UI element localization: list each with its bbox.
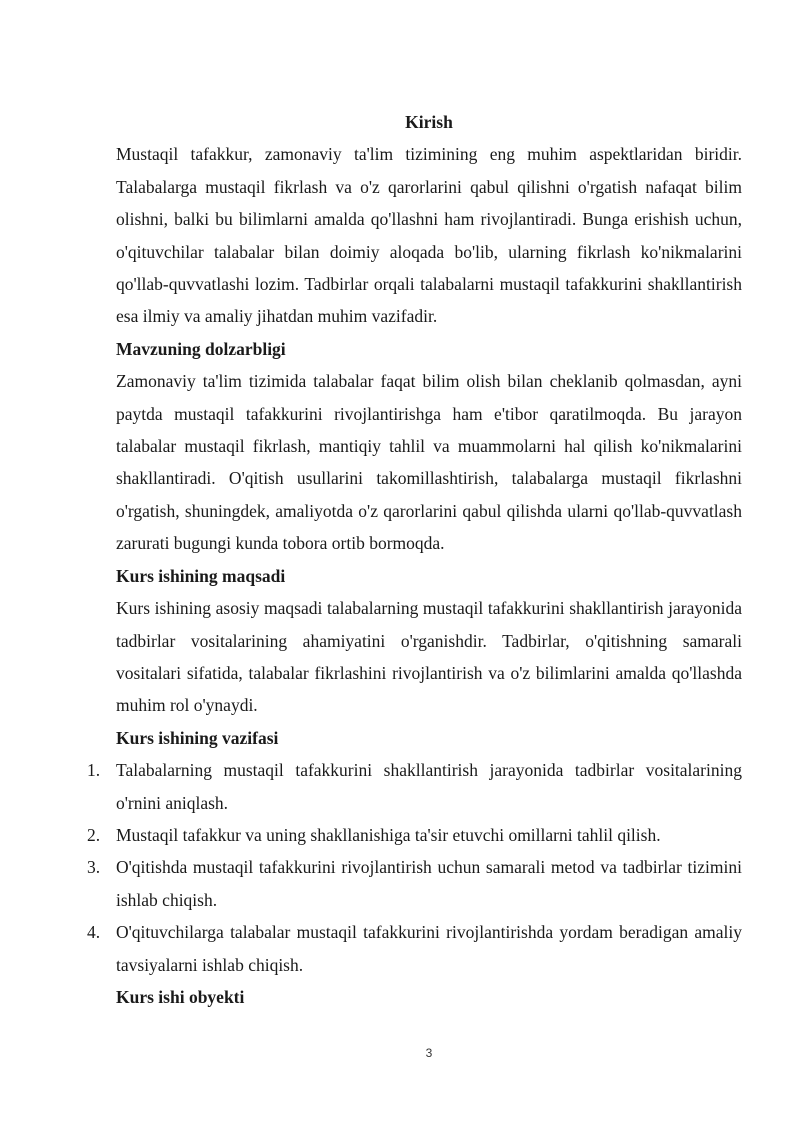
list-item-number: 3.: [87, 857, 101, 878]
list-item: [87, 819, 742, 851]
list-item: [87, 851, 742, 916]
list-item-text: Mustaqil tafakkur va uning shakllanishiga ta'sir etuvchi omillarni tahlil qilish.: [116, 824, 661, 845]
goal-heading: Kurs ishining maqsadi: [116, 565, 286, 586]
relevance-paragraph: Zamonaviy ta'lim tizimida talabalar faqat bilim olish bilan cheklanib qolmasdan, ayni paytda mustaqil tafakkurini rivojlantirishga ham e'tibor qaratilmoqda. Bu jarayon talabalar mustaqil fikrlash, mantiqiy tahlil va muammolarni hal qilish ko'nikmalarini shakllantiradi. O'qitish usullarini takomillashtirish, talabalarga mustaqil fikrlashni o'rgatish, shuningdek, amaliyotda o'z qarorlarini qabul qilishda ularni qo'llab-quvvatlash zarurati bugungi kunda tobora ortib bormoqda.: [116, 371, 742, 554]
list-item: [87, 916, 742, 981]
list-item-text: O'qituvchilarga talabalar mustaqil tafakkurini rivojlantirishda yordam beradigan amaliy tavsiyalarni ishlab chiqish.: [116, 922, 742, 975]
object-heading: Kurs ishi obyekti: [116, 986, 245, 1007]
list-item-number: 4.: [87, 922, 101, 943]
list-item-text: Talabalarning mustaqil tafakkurini shakllantirish jarayonida tadbirlar vositalarining o'rnini aniqlash.: [116, 760, 742, 813]
goal-paragraph: Kurs ishining asosiy maqsadi talabalarning mustaqil tafakkurini shakllantirish jarayonida tadbirlar vositalarining ahamiyatini o'rganishdir. Tadbirlar, o'qitishning samarali vositalari sifatida, talabalar fikrlashini rivojlantirish va o'z bilimlarini amalda qo'llashda muhim rol o'ynaydi.: [116, 598, 742, 716]
intro-paragraph: Mustaqil tafakkur, zamonaviy ta'lim tizimining eng muhim aspektlaridan biridir. Talabalarga mustaqil fikrlash va o'z qarorlarini qabul qilishni o'rgatish nafaqat bilim olishni, balki bu bilimlarni amalda qo'llashni ham rivojlantiradi. Bunga erishish uchun, o'qituvchilar talabalar bilan doimiy aloqada bo'lib, ularning fikrlash ko'nikmalarini qo'llab-quvvatlashi lozim. Tadbirlar orqali talabalarni mustaqil tafakkurini shakllantirish esa ilmiy va amaliy jihatdan muhim vazifadir.: [116, 144, 742, 327]
tasks-heading: Kurs ishining vazifasi: [116, 727, 279, 748]
page-number: 3: [425, 1046, 433, 1060]
section-title: Kirish: [405, 112, 453, 132]
list-item-text: O'qitishda mustaqil tafakkurini rivojlantirish uchun samarali metod va tadbirlar tizimini ishlab chiqish.: [116, 857, 742, 910]
list-item-number: 1.: [87, 760, 101, 781]
tasks-list: [87, 754, 742, 981]
list-item: [87, 754, 742, 819]
page-body: [87, 106, 742, 1013]
relevance-heading: Mavzuning dolzarbligi: [116, 338, 286, 359]
list-item-number: 2.: [87, 824, 101, 845]
